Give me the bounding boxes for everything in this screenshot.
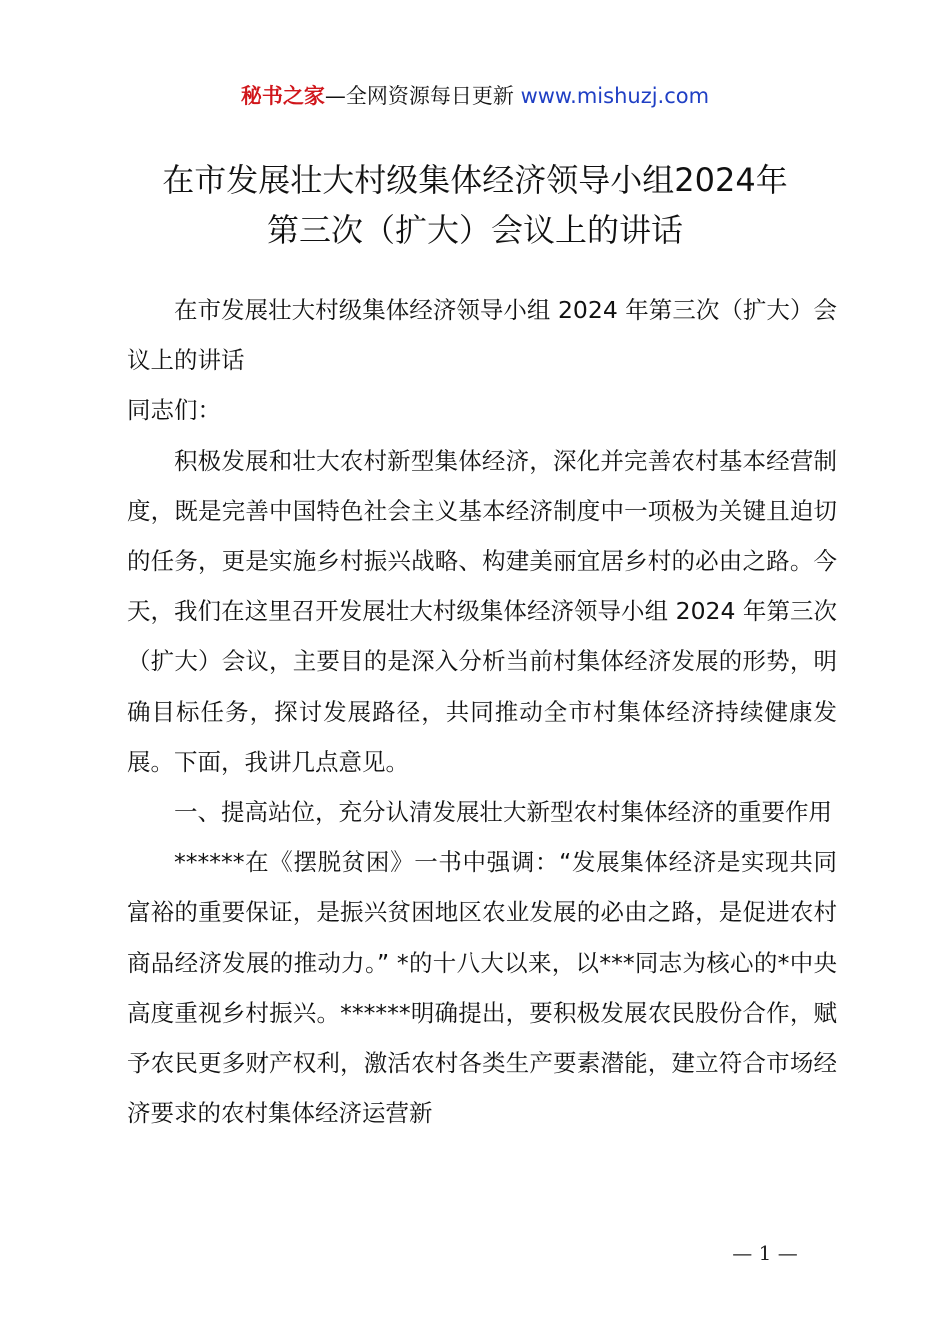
site-url[interactable]: www.mishuzj.com xyxy=(520,84,710,108)
site-brand: 秘书之家 xyxy=(240,84,325,108)
paragraph-intro: 积极发展和壮大农村新型集体经济，深化并完善农村基本经营制度，既是完善中国特色社会主义基本经济制度中一项极为关键且迫切的任务，更是实施乡村振兴战略、构建美丽宜居乡村的必由之路。今天，我们在这里召开发展壮大村级集体经济领导小组 2024 年第三次（扩大）会议，主要目的是深入分析当前村集体经济发展的形势，明确目标任务，探讨发展路径，共同推动全市村集体经济持续健康发展。下面，我讲几点意见。 xyxy=(127,446,837,776)
title-line-1: 在市发展壮大村级集体经济领导小组2024年 xyxy=(162,161,788,199)
page-number: — 1 — xyxy=(732,1241,798,1265)
site-tagline: —全网资源每日更新 xyxy=(324,84,514,108)
section-heading-1: 一、提高站位，充分认清发展壮大新型农村集体经济的重要作用 xyxy=(174,798,832,827)
title-line-2: 第三次（扩大）会议上的讲话 xyxy=(266,211,683,249)
document-subtitle: 在市发展壮大村级集体经济领导小组 2024 年第三次（扩大）会议上的讲话 xyxy=(127,296,837,375)
paragraph-section-1: ******在《摆脱贫困》一书中强调：“发展集体经济是实现共同富裕的重要保证，是振兴贫困地区农业发展的必由之路，是促进农村商品经济发展的推动力。” *的十八大以来，以***同志为核心的*中央高度重视乡村振兴。******明确提出，要积极发展农民股份合作，赋予农民更多财产权利，激活农村各类生产要素潜能，建立符合市场经济要求的农村集体经济运营新 xyxy=(127,848,837,1128)
document-body xyxy=(127,285,837,1138)
site-header xyxy=(0,80,950,112)
salutation: 同志们： xyxy=(127,396,221,425)
document-title xyxy=(0,155,950,255)
